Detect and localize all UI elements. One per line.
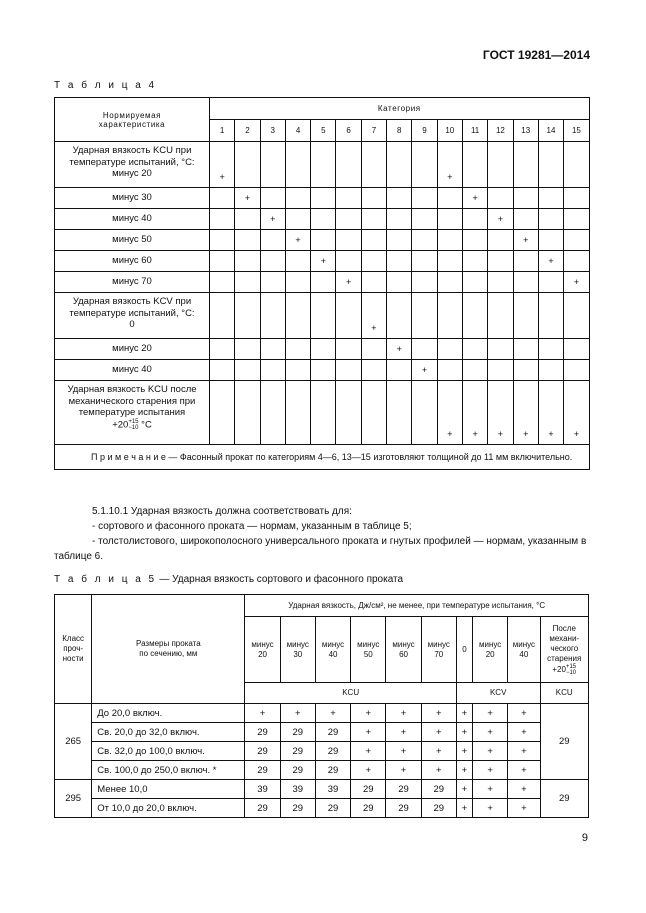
table4-cell: + xyxy=(387,339,412,360)
temperature-header: минус 40 xyxy=(508,617,540,683)
table4-cell xyxy=(361,209,386,230)
table4-cell xyxy=(488,251,513,272)
table4-cell xyxy=(285,188,310,209)
table4-cell xyxy=(488,230,513,251)
impact-value: + xyxy=(386,723,421,742)
table4-cell xyxy=(210,293,235,339)
table4-cell xyxy=(210,230,235,251)
impact-value: 29 xyxy=(386,780,421,799)
temperature-header: минус 20 xyxy=(245,617,280,683)
temperature-header: минус 50 xyxy=(351,617,386,683)
table4-cell xyxy=(336,339,361,360)
table5-caption xyxy=(54,574,403,585)
impact-value: + xyxy=(280,704,315,723)
table5-row xyxy=(55,742,589,761)
table4-cell xyxy=(235,360,260,381)
table4-cell xyxy=(235,339,260,360)
table4-row xyxy=(55,272,590,293)
table5-row xyxy=(55,780,589,799)
impact-value: + xyxy=(245,704,280,723)
table4-cell xyxy=(285,381,310,445)
aging-header: После механи- ческого старения +20+15 −10 xyxy=(540,617,589,683)
table4-cell: + xyxy=(235,188,260,209)
impact-value: + xyxy=(386,704,421,723)
table4-cell xyxy=(361,381,386,445)
aging-value: 29 xyxy=(540,704,589,780)
table4-cell xyxy=(210,272,235,293)
table4-cell xyxy=(437,188,462,209)
size-range: От 10,0 до 20,0 включ. xyxy=(92,799,245,818)
table4-cell xyxy=(285,293,310,339)
table4-cell xyxy=(235,381,260,445)
temperature-header: минус 70 xyxy=(421,617,456,683)
table4-cell xyxy=(387,142,412,188)
table4-cell xyxy=(361,230,386,251)
table4-row xyxy=(55,209,590,230)
table4-cell xyxy=(387,272,412,293)
table4-cell xyxy=(462,293,487,339)
impact-value: 29 xyxy=(315,799,350,818)
impact-value: + xyxy=(508,780,540,799)
table4-cell xyxy=(462,209,487,230)
table4-cell xyxy=(311,339,336,360)
table5 xyxy=(54,594,589,818)
table4-cell xyxy=(285,272,310,293)
table4-cell xyxy=(260,272,285,293)
table4-cell xyxy=(336,209,361,230)
note-lead: П р и м е ч а н и е xyxy=(91,452,166,462)
category-number: 13 xyxy=(513,120,538,142)
table4-cell: + xyxy=(462,381,487,445)
table4-cell xyxy=(311,272,336,293)
table4-group-header: Категория xyxy=(210,98,590,120)
table4-cell: + xyxy=(538,251,563,272)
table4-cell xyxy=(210,188,235,209)
table4-cell xyxy=(336,230,361,251)
table4-row-label: минус 40 xyxy=(55,209,210,230)
aging-tolerance: +15 −10 xyxy=(565,663,577,676)
table4-cell xyxy=(361,188,386,209)
table4-cell: + xyxy=(285,230,310,251)
size-range: Св. 20,0 до 32,0 включ. xyxy=(92,723,245,742)
table4-cell xyxy=(260,381,285,445)
table4-cell xyxy=(285,339,310,360)
table5-caption-lead: Т а б л и ц а 5 xyxy=(54,574,157,585)
size-range: Св. 100,0 до 250,0 включ. * xyxy=(92,761,245,780)
table4-cell: + xyxy=(513,230,538,251)
table4-cell: + xyxy=(488,381,513,445)
table4-cell xyxy=(336,142,361,188)
table4-cell xyxy=(285,209,310,230)
table4-cell xyxy=(462,230,487,251)
table4-cell xyxy=(564,360,590,381)
table4-cell xyxy=(260,142,285,188)
table4-cell xyxy=(311,381,336,445)
table4-cell: + xyxy=(462,188,487,209)
table4-row-label: минус 20 xyxy=(55,339,210,360)
table4-cell xyxy=(412,272,437,293)
table4-row xyxy=(55,142,590,188)
table4-cell xyxy=(235,209,260,230)
category-number: 4 xyxy=(285,120,310,142)
category-number: 14 xyxy=(538,120,563,142)
impact-value: + xyxy=(456,799,472,818)
impact-value: + xyxy=(456,742,472,761)
category-number: 12 xyxy=(488,120,513,142)
impact-value: + xyxy=(386,761,421,780)
table4-cell xyxy=(336,360,361,381)
table4-row-label: Ударная вязкость KCV при температуре испытаний, °С: 0 xyxy=(55,293,210,339)
temperature-header: минус 60 xyxy=(386,617,421,683)
impact-value: + xyxy=(508,761,540,780)
impact-value: + xyxy=(421,723,456,742)
strength-class: 295 xyxy=(55,780,92,818)
table4-cell: + xyxy=(564,381,590,445)
table4-cell xyxy=(311,230,336,251)
category-number: 6 xyxy=(336,120,361,142)
table4-cell xyxy=(260,339,285,360)
table4-row-label: минус 30 xyxy=(55,188,210,209)
aging-value: 29 xyxy=(540,780,589,818)
temperature-tolerance: +15 −10 xyxy=(128,418,139,431)
table4-cell xyxy=(412,188,437,209)
category-number: 7 xyxy=(361,120,386,142)
table4-row-label: минус 40 xyxy=(55,360,210,381)
table4-cell xyxy=(412,230,437,251)
table4-row xyxy=(55,251,590,272)
table4-cell xyxy=(361,339,386,360)
impact-value: 29 xyxy=(280,723,315,742)
impact-value: + xyxy=(351,704,386,723)
table4-row xyxy=(55,293,590,339)
table4-cell xyxy=(538,339,563,360)
table4-cell xyxy=(387,293,412,339)
table4-col-header: Нормируемая характеристика xyxy=(55,98,210,142)
table4-cell xyxy=(488,360,513,381)
table4-cell xyxy=(412,209,437,230)
table4-cell xyxy=(361,142,386,188)
table4-cell xyxy=(387,188,412,209)
table4-cell xyxy=(235,272,260,293)
impact-value: + xyxy=(508,799,540,818)
table4-cell xyxy=(538,293,563,339)
strength-class: 265 xyxy=(55,704,92,780)
table4-cell xyxy=(210,360,235,381)
impact-value: + xyxy=(351,723,386,742)
table4-cell xyxy=(412,293,437,339)
size-range: Св. 32,0 до 100,0 включ. xyxy=(92,742,245,761)
table4-row-label: минус 60 xyxy=(55,251,210,272)
table4-cell xyxy=(538,272,563,293)
impact-value: 39 xyxy=(315,780,350,799)
temperature-header: минус 20 xyxy=(473,617,508,683)
table4-cell xyxy=(260,188,285,209)
table4 xyxy=(54,97,590,470)
table4-cell xyxy=(513,272,538,293)
impact-value: 29 xyxy=(315,742,350,761)
table4-cell xyxy=(538,230,563,251)
impact-value: 29 xyxy=(421,799,456,818)
impact-value: + xyxy=(508,742,540,761)
impact-value: + xyxy=(473,704,508,723)
category-number: 3 xyxy=(260,120,285,142)
table4-cell xyxy=(285,142,310,188)
table4-cell xyxy=(210,251,235,272)
table4-cell xyxy=(564,251,590,272)
document-id: ГОСТ 19281—2014 xyxy=(482,48,590,62)
table4-cell xyxy=(513,339,538,360)
temperature-header: 0 xyxy=(456,617,472,683)
table4-cell xyxy=(210,209,235,230)
impact-value: + xyxy=(508,723,540,742)
table4-cell: + xyxy=(260,209,285,230)
table4-cell xyxy=(513,360,538,381)
category-number: 10 xyxy=(437,120,462,142)
table4-cell: + xyxy=(361,293,386,339)
table4-cell xyxy=(462,339,487,360)
table5-row xyxy=(55,761,589,780)
impact-value: 29 xyxy=(421,780,456,799)
table4-cell: + xyxy=(564,272,590,293)
table4-cell xyxy=(488,272,513,293)
table4-header-row xyxy=(55,98,590,120)
table4-cell: + xyxy=(412,360,437,381)
impact-value: 29 xyxy=(245,799,280,818)
impact-value: + xyxy=(421,742,456,761)
table4-cell xyxy=(311,188,336,209)
table4-cell xyxy=(387,251,412,272)
impact-value: + xyxy=(351,761,386,780)
table4-cell xyxy=(437,293,462,339)
impact-value: + xyxy=(473,799,508,818)
impact-value: + xyxy=(473,761,508,780)
table4-cell: + xyxy=(488,209,513,230)
impact-value: 29 xyxy=(280,761,315,780)
table4-cell xyxy=(235,293,260,339)
paragraph-5-1-10-1: 5.1.10.1 Ударная вязкость должна соответствовать для: xyxy=(92,506,352,517)
impact-value: + xyxy=(456,704,472,723)
table4-cell xyxy=(311,142,336,188)
impact-value: 39 xyxy=(280,780,315,799)
table4-cell: + xyxy=(210,142,235,188)
table4-cell xyxy=(336,293,361,339)
paragraph-list-item-2: - толстолистового, широкополосного универсального проката и гнутых профилей — нормам, указанным в таблице 6. xyxy=(54,536,587,562)
table4-cell xyxy=(513,251,538,272)
temperature-header: минус 30 xyxy=(280,617,315,683)
table4-cell xyxy=(538,188,563,209)
table4-cell xyxy=(462,142,487,188)
table4-cell xyxy=(462,360,487,381)
table4-cell xyxy=(564,142,590,188)
table4-cell xyxy=(564,209,590,230)
impact-value: + xyxy=(473,723,508,742)
impact-value: 29 xyxy=(280,742,315,761)
table4-note xyxy=(55,445,590,470)
page-number: 9 xyxy=(581,832,588,844)
table4-cell xyxy=(260,293,285,339)
table4-cell xyxy=(564,188,590,209)
table4-cell xyxy=(235,230,260,251)
table4-cell: + xyxy=(311,251,336,272)
table4-cell xyxy=(235,142,260,188)
table5-class-header: Класс проч- ности xyxy=(55,595,92,704)
size-range: Менее 10,0 xyxy=(92,780,245,799)
kcu-header: KCU xyxy=(245,683,457,704)
table4-cell xyxy=(513,209,538,230)
table4-cell xyxy=(361,251,386,272)
table4-cell xyxy=(260,251,285,272)
table4-cell xyxy=(437,339,462,360)
category-number: 9 xyxy=(412,120,437,142)
category-number: 8 xyxy=(387,120,412,142)
table4-cell xyxy=(513,293,538,339)
table4-cell xyxy=(361,360,386,381)
table5-row xyxy=(55,723,589,742)
impact-value: + xyxy=(421,761,456,780)
table4-cell xyxy=(311,293,336,339)
category-number: 5 xyxy=(311,120,336,142)
impact-value: + xyxy=(473,780,508,799)
table4-cell xyxy=(412,251,437,272)
table4-cell xyxy=(336,251,361,272)
table5-caption-text: — Ударная вязкость сортового и фасонного проката xyxy=(156,574,404,585)
category-number: 11 xyxy=(462,120,487,142)
table4-row xyxy=(55,360,590,381)
impact-value: 29 xyxy=(245,723,280,742)
table5-header-row-1 xyxy=(55,595,589,617)
impact-value: + xyxy=(456,761,472,780)
table4-row xyxy=(55,230,590,251)
temperature-header: минус 40 xyxy=(315,617,350,683)
table4-cell xyxy=(260,360,285,381)
table5-group-header: Ударная вязкость, Дж/см², не менее, при температуре испытания, °С xyxy=(245,595,589,617)
impact-value: 29 xyxy=(280,799,315,818)
impact-value: + xyxy=(456,723,472,742)
table4-cell xyxy=(462,251,487,272)
table4-cell xyxy=(285,251,310,272)
table4-cell xyxy=(412,381,437,445)
table4-cell: + xyxy=(437,142,462,188)
table4-cell: + xyxy=(538,381,563,445)
table4-cell xyxy=(285,360,310,381)
table4-note-row xyxy=(55,445,590,470)
table4-cell: + xyxy=(336,272,361,293)
impact-value: 29 xyxy=(245,761,280,780)
impact-value: 29 xyxy=(386,799,421,818)
table4-cell xyxy=(311,360,336,381)
impact-value: 29 xyxy=(351,799,386,818)
table4-cell: + xyxy=(513,381,538,445)
impact-value: + xyxy=(386,742,421,761)
kcu-aging-header: KCU xyxy=(540,683,589,704)
table4-cell xyxy=(462,272,487,293)
table5-row xyxy=(55,799,589,818)
table4-row-label: Ударная вязкость KCU после механического старения при температуре испытания +20+15 −10 °С xyxy=(55,381,210,445)
table4-cell xyxy=(311,209,336,230)
table4-cell xyxy=(336,188,361,209)
table4-cell xyxy=(564,293,590,339)
impact-value: 39 xyxy=(245,780,280,799)
impact-value: + xyxy=(351,742,386,761)
table4-cell xyxy=(437,251,462,272)
table4-cell xyxy=(437,360,462,381)
table4-cell xyxy=(488,188,513,209)
paragraph-list-item-1: - сортового и фасонного проката — нормам, указанным в таблице 5; xyxy=(92,521,412,532)
category-number: 1 xyxy=(210,120,235,142)
table4-cell xyxy=(437,272,462,293)
table4-cell xyxy=(564,339,590,360)
table4-cell xyxy=(336,381,361,445)
table4-caption: Т а б л и ц а 4 xyxy=(54,80,157,91)
impact-value: + xyxy=(456,780,472,799)
impact-value: + xyxy=(421,704,456,723)
impact-value: + xyxy=(473,742,508,761)
category-number: 2 xyxy=(235,120,260,142)
table4-cell xyxy=(260,230,285,251)
category-number: 15 xyxy=(564,120,590,142)
table5-size-header: Размеры проката по сечению, мм xyxy=(92,595,245,704)
impact-value: 29 xyxy=(245,742,280,761)
table4-row xyxy=(55,339,590,360)
impact-value: + xyxy=(508,704,540,723)
table4-cell: + xyxy=(437,381,462,445)
table4-cell xyxy=(412,339,437,360)
table4-cell xyxy=(387,209,412,230)
table4-cell xyxy=(513,142,538,188)
table4-row xyxy=(55,381,590,445)
table4-cell xyxy=(235,251,260,272)
table4-cell xyxy=(488,142,513,188)
table4-cell xyxy=(538,209,563,230)
table4-cell xyxy=(538,360,563,381)
table4-cell xyxy=(210,339,235,360)
table4-cell xyxy=(387,381,412,445)
impact-value: 29 xyxy=(315,723,350,742)
size-range: До 20,0 включ. xyxy=(92,704,245,723)
table4-cell xyxy=(488,293,513,339)
table4-row-label: минус 70 xyxy=(55,272,210,293)
table4-cell xyxy=(361,272,386,293)
table4-cell xyxy=(564,230,590,251)
table4-row-label: Ударная вязкость KCU при температуре испытаний, °С: минус 20 xyxy=(55,142,210,188)
table4-cell xyxy=(513,188,538,209)
table4-cell xyxy=(210,381,235,445)
table4-cell xyxy=(387,230,412,251)
table4-cell xyxy=(538,142,563,188)
kcv-header: KCV xyxy=(456,683,540,704)
impact-value: 29 xyxy=(315,761,350,780)
table4-cell xyxy=(412,142,437,188)
table4-cell xyxy=(437,209,462,230)
impact-value: 29 xyxy=(351,780,386,799)
table4-cell xyxy=(437,230,462,251)
table4-row xyxy=(55,188,590,209)
note-text: — Фасонный прокат по категориям 4—6, 13—15 изготовляют толщиной до 11 мм включительно. xyxy=(165,452,573,462)
table4-cell xyxy=(387,360,412,381)
table4-row-label: минус 50 xyxy=(55,230,210,251)
table4-cell xyxy=(488,339,513,360)
impact-value: + xyxy=(315,704,350,723)
table5-row xyxy=(55,704,589,723)
